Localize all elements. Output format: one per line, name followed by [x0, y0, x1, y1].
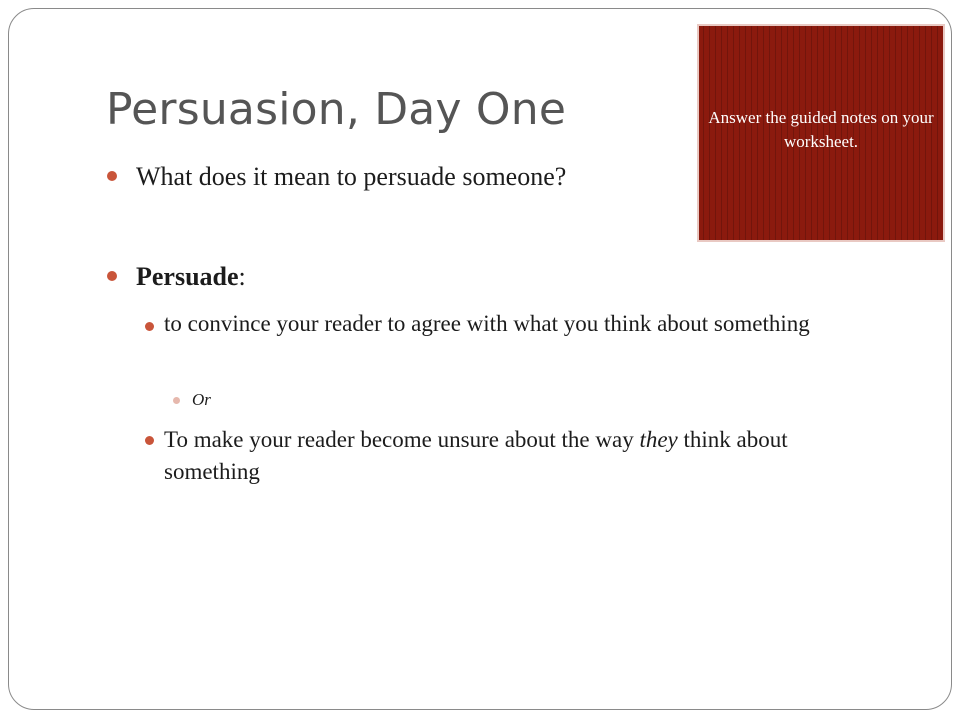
- sub-sub-bullet-dot: [173, 397, 180, 404]
- bullet-term: [136, 260, 696, 294]
- callout-text: Answer the guided notes on your worksheet.: [708, 108, 934, 151]
- term-persuade: Persuade: [136, 262, 239, 291]
- emphasis-they: they: [639, 427, 678, 452]
- sub-bullet-dot: [145, 322, 154, 331]
- bullet-dot: [107, 171, 117, 181]
- guided-notes-callout: [697, 24, 945, 242]
- slide-title: Persuasion, Day One: [106, 84, 567, 135]
- definition-unsure-part1: To make your reader become unsure about the way: [164, 427, 640, 452]
- definition-unsure-part2: think about something: [164, 427, 788, 484]
- sub-bullet-dot: [145, 436, 154, 445]
- definition-convince: to convince your reader to agree with what you think about something: [164, 311, 810, 336]
- bullet-question: What does it mean to persuade someone?: [136, 162, 567, 191]
- term-colon: :: [238, 262, 246, 291]
- definition-unsure: [164, 424, 884, 488]
- bullet-dot: [107, 271, 117, 281]
- or-label: Or: [192, 390, 211, 409]
